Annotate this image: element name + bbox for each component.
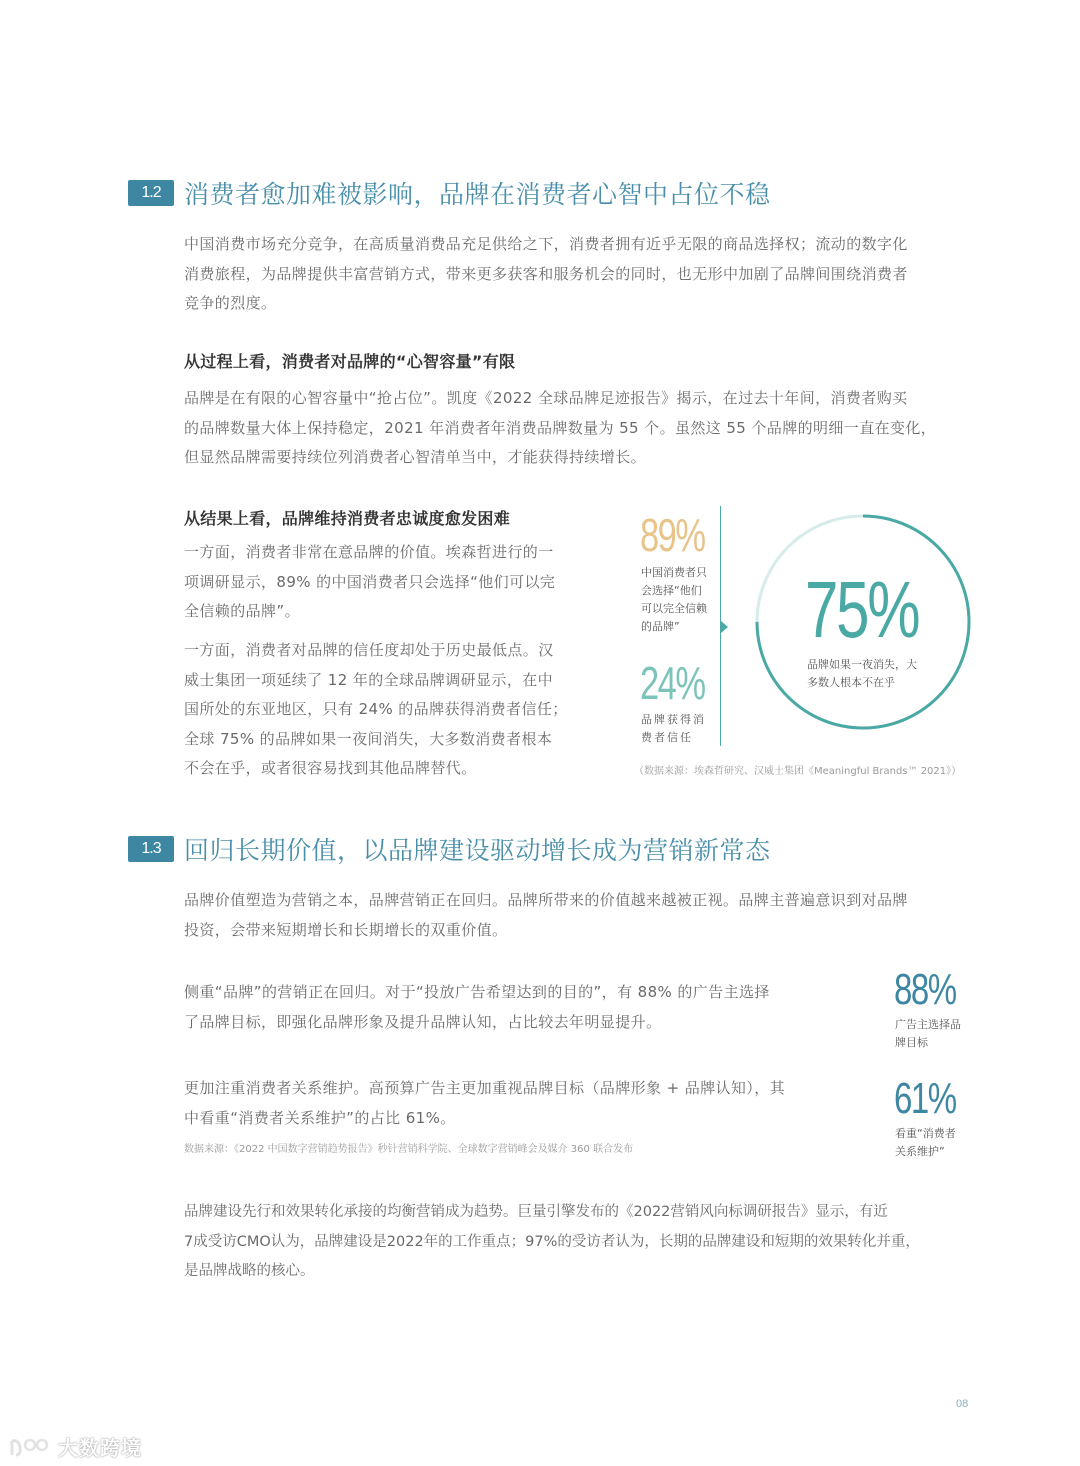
- text-line: 7成受访CMO认为，品牌建设是2022年的工作重点；97%的受访者认为，长期的品牌建设和短期的效果转化并重，: [184, 1233, 920, 1250]
- text-line: 一方面，消费者非常在意品牌的价值。埃森哲进行的一: [184, 543, 554, 561]
- stat-value: 61%: [894, 1074, 956, 1123]
- caption-line: 看重“消费者: [895, 1127, 956, 1140]
- caption-line: 多数人根本不在乎: [807, 676, 895, 689]
- point-brand-return: [184, 978, 864, 1037]
- stat-88-value: [894, 966, 976, 1014]
- subheading-result: 从结果上看，品牌维持消费者忠诚度愈发困难: [184, 509, 511, 528]
- text-line: 不会在乎，或者很容易找到其他品牌替代。: [184, 759, 477, 777]
- paragraph-brand-trust: [184, 636, 604, 784]
- stat-89-caption: [641, 564, 721, 636]
- watermark-text: 大数跨境: [58, 1436, 142, 1460]
- text-line: 品牌价值塑造为营销之本，品牌营销正在回归。品牌所带来的价值越来越被正视。品牌主普遍意识到对品牌: [184, 891, 908, 909]
- stat-24-caption: [641, 711, 721, 747]
- text-line: 一方面，消费者对品牌的信任度却处于历史最低点。汉: [184, 641, 554, 659]
- caption-line: 牌目标: [895, 1036, 928, 1049]
- text-line: 是品牌战略的核心。: [184, 1263, 315, 1279]
- paragraph-brand-value: [184, 538, 604, 627]
- section-title: 消费者愈加难被影响，品牌在消费者心智中占位不稳: [184, 180, 771, 209]
- subheading-process: 从过程上看，消费者对品牌的“心智容量”有限: [184, 352, 516, 371]
- page-number: 08: [956, 1398, 969, 1410]
- caption-line: 关系维护”: [895, 1145, 945, 1158]
- watermark-logo-icon: [8, 1435, 52, 1459]
- stat-24-value: [640, 658, 726, 708]
- text-line: 品牌是在有限的心智容量中“抢占位”。凯度《2022 全球品牌足迹报告》揭示，在过去十年间，消费者购买: [184, 389, 908, 407]
- stat-value: 89%: [640, 509, 705, 561]
- stat-61-caption: [895, 1125, 975, 1161]
- text-line: 全球 75% 的品牌如果一夜间消失，大多数消费者根本: [184, 729, 553, 748]
- text-line: 的品牌数量大体上保持稳定，2021 年消费者年消费品牌数量为 55 个。虽然这 55 个品牌的明细一直在变化，: [184, 418, 937, 437]
- text-line: 国所处的东亚地区，只有 24% 的品牌获得消费者信任；: [184, 700, 568, 718]
- ring-value: [805, 565, 956, 654]
- caption-line: 可以完全信赖: [641, 602, 707, 615]
- infographic-source: （数据来源：埃森哲研究、汉威士集团《Meaningful Brands™ 2021》）: [634, 766, 962, 777]
- text-line: 投资，会带来短期增长和长期增长的双重价值。: [184, 920, 508, 939]
- section-1-2-header: [128, 178, 771, 208]
- text-line: 消费旅程，为品牌提供丰富营销方式，带来更多获客和服务机会的同时，也无形中加剧了品牌间围绕消费者: [184, 264, 908, 283]
- text-line: 竞争的烈度。: [184, 294, 277, 312]
- caption-line: 品牌获得消: [641, 713, 706, 726]
- section-number-badge: 1.3: [128, 836, 174, 862]
- stat-89-value: [640, 510, 726, 560]
- arrow-right-icon: [721, 621, 728, 633]
- stat-88-caption: [895, 1016, 975, 1052]
- point-relationship: [184, 1074, 864, 1133]
- section-title: 回归长期价值，以品牌建设驱动增长成为营销新常态: [184, 836, 771, 865]
- text-line: 品牌建设先行和效果转化承接的均衡营销成为趋势。巨量引擎发布的《2022营销风向标调研报告》显示，有近: [184, 1204, 888, 1220]
- caption-line: 广告主选择品: [895, 1018, 961, 1031]
- stat-61-value: [894, 1075, 976, 1123]
- text-line: 中看重“消费者关系维护”的占比 61%。: [184, 1108, 456, 1127]
- caption-line: 的品牌”: [641, 620, 680, 633]
- stat-value: 24%: [640, 657, 705, 709]
- text-line: 但显然品牌需要持续位列消费者心智清单当中，才能获得持续增长。: [184, 448, 647, 466]
- text-line: 全信赖的品牌”。: [184, 602, 300, 620]
- section-1-2-intro: [184, 230, 984, 319]
- caption-line: 费者信任: [641, 731, 693, 744]
- stat-value: 88%: [894, 965, 956, 1014]
- closing-paragraph: [184, 1198, 984, 1287]
- text-line: 威士集团一项延续了 12 年的全球品牌调研显示，在中: [184, 670, 554, 689]
- watermark: [8, 1432, 142, 1461]
- section-1-3-intro: [184, 886, 984, 945]
- paragraph-mind-capacity: [184, 384, 984, 473]
- section-1-3-source: 数据来源：《2022 中国数字营销趋势报告》秒针营销科学院、全球数字营销峰会及媒介 360 联合发布: [184, 1144, 634, 1155]
- caption-line: 品牌如果一夜消失，大: [807, 658, 917, 671]
- text-line: 侧重“品牌”的营销正在回归。对于“投放广告希望达到的目的”，有 88% 的广告主选择: [184, 983, 770, 1001]
- caption-line: 中国消费者只: [641, 566, 707, 579]
- section-number-badge: 1.2: [128, 180, 174, 206]
- caption-line: 会选择“他们: [641, 584, 702, 597]
- text-line: 中国消费市场充分竞争，在高质量消费品充足供给之下，消费者拥有近乎无限的商品选择权；流动的数字化: [184, 235, 908, 253]
- text-line: 了品牌目标，即强化品牌形象及提升品牌认知，占比较去年明显提升。: [184, 1012, 662, 1031]
- text-line: 更加注重消费者关系维护。高预算广告主更加重视品牌目标（品牌形象 + 品牌认知），其: [184, 1079, 786, 1097]
- section-1-3-header: [128, 834, 771, 864]
- ring-caption: [807, 656, 937, 692]
- text-line: 项调研显示，89% 的中国消费者只会选择“他们可以完: [184, 572, 556, 591]
- ring-value-text: 75%: [805, 565, 919, 654]
